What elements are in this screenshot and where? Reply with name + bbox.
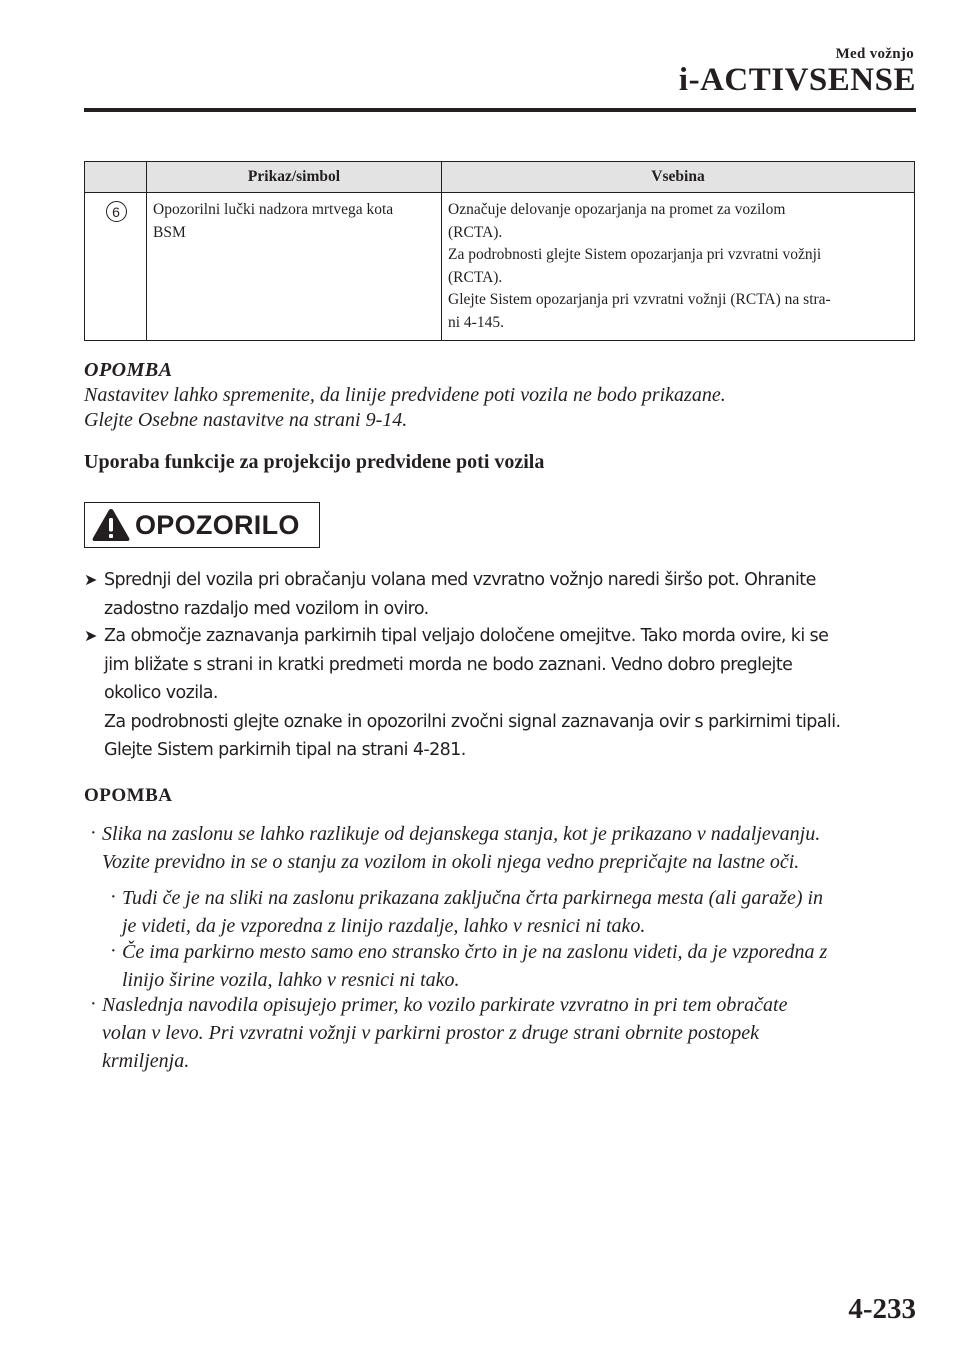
note-bullet <box>90 991 788 1075</box>
content-line: (RCTA). <box>448 223 503 241</box>
warning-line: Sprednji del vozila pri obračanju volana med vzvratno vožnjo naredi širšo pot. Ohranite <box>104 570 816 590</box>
warning-triangle-icon <box>91 507 131 543</box>
display-symbol-table <box>84 161 915 341</box>
bullet-dot-icon: · <box>90 993 97 1015</box>
bullet-dot-icon: · <box>90 822 97 844</box>
warning-line: jim bližate s strani in kratki predmeti morda ne bodo zaznani. Vedno dobro preglejte <box>104 654 793 675</box>
content-line: Glejte Sistem opozarjanja pri vzvratni vožnji (RCTA) na stra- <box>448 291 831 308</box>
note-bullet <box>90 820 821 876</box>
note-sub-bullet <box>110 938 828 994</box>
bullet-line: Če ima parkirno mesto samo eno stransko črto in je na zaslonu videti, da je vzporedna z <box>122 941 828 963</box>
table-cell-symbol <box>147 193 442 341</box>
subheading: Uporaba funkcije za projekcijo predvidene poti vozila <box>84 451 545 473</box>
warning-line: Glejte Sistem parkirnih tipal na strani 4-281. <box>104 740 466 760</box>
warning-line: Za podrobnosti glejte oznake in opozorilni zvočni signal zaznavanja ovir s parkirnimi tipali. <box>104 711 841 732</box>
content-line: (RCTA). <box>448 268 503 286</box>
warning-line: okolico vozila. <box>104 683 218 703</box>
note-sub-bullet <box>110 884 824 940</box>
bullet-line: Slika na zaslonu se lahko razlikuje od dejanskega stanja, kot je prikazano v nadaljevanju. <box>102 823 821 845</box>
bullet-line: volan v levo. Pri vzvratni vožnji v parkirni prostor z druge strani obrnite postopek <box>102 1022 759 1044</box>
bullet-line: krmiljenja. <box>102 1050 190 1072</box>
table-cell-content <box>442 193 915 341</box>
note-title: OPOMBA <box>84 359 173 381</box>
table-header-row <box>85 162 915 193</box>
table-header-content: Vsebina <box>442 162 915 193</box>
content-line: Označuje delovanje opozarjanja na promet za vozilom <box>448 201 786 218</box>
table-cell-number <box>85 193 147 341</box>
circled-number-badge: 6 <box>106 201 127 222</box>
warning-item <box>84 622 934 765</box>
note-line: Glejte Osebne nastavitve na strani 9-14. <box>84 409 408 431</box>
content-line: Za podrobnosti glejte Sistem opozarjanja pri vzvratni vožnji <box>448 246 822 263</box>
warning-banner <box>84 502 320 548</box>
arrow-bullet-icon: ➤ <box>84 570 97 589</box>
bullet-line: Naslednja navodila opisujejo primer, ko vozilo parkirate vzvratno in pri tem obračate <box>102 994 788 1016</box>
symbol-line: Opozorilni lučki nadzora mrtvega kota <box>153 201 394 218</box>
warning-line: Za območje zaznavanja parkirnih tipal veljajo določene omejitve. Tako morda ovire, ki se <box>104 626 829 646</box>
bullet-line: linijo širine vozila, lahko v resnici ni tako. <box>122 969 460 991</box>
symbol-line: BSM <box>153 223 186 241</box>
bullet-dot-icon: · <box>110 886 117 908</box>
note-line: Nastavitev lahko spremenite, da linije predvidene poti vozila ne bodo prikazane. <box>84 384 726 406</box>
arrow-bullet-icon: ➤ <box>84 626 97 645</box>
header-divider <box>84 108 916 112</box>
warning-label: OPOZORILO <box>135 509 300 540</box>
table-header-symbol: Prikaz/simbol <box>147 162 442 193</box>
chapter-name: Med vožnjo <box>835 46 914 62</box>
bullet-line: Vozite previdno in se o stanju za vozilom in okoli njega vedno prepričajte na lastne oči. <box>102 851 800 873</box>
warning-item <box>84 566 934 623</box>
table-row <box>85 193 915 341</box>
section-title: i-ACTIVSENSE <box>678 62 916 98</box>
bullet-line: je videti, da je vzporedna z linijo razdalje, lahko v resnici ni tako. <box>122 915 646 937</box>
bullet-dot-icon: · <box>110 940 117 962</box>
table-header-number <box>85 162 147 193</box>
content-line: ni 4-145. <box>448 313 504 331</box>
warning-line: zadostno razdaljo med vozilom in oviro. <box>104 598 429 619</box>
page-number: 4-233 <box>848 1293 916 1325</box>
bullet-line: Tudi če je na sliki na zaslonu prikazana zaključna črta parkirnega mesta (ali garaže) in <box>122 887 824 909</box>
note-title: OPOMBA <box>84 785 173 806</box>
